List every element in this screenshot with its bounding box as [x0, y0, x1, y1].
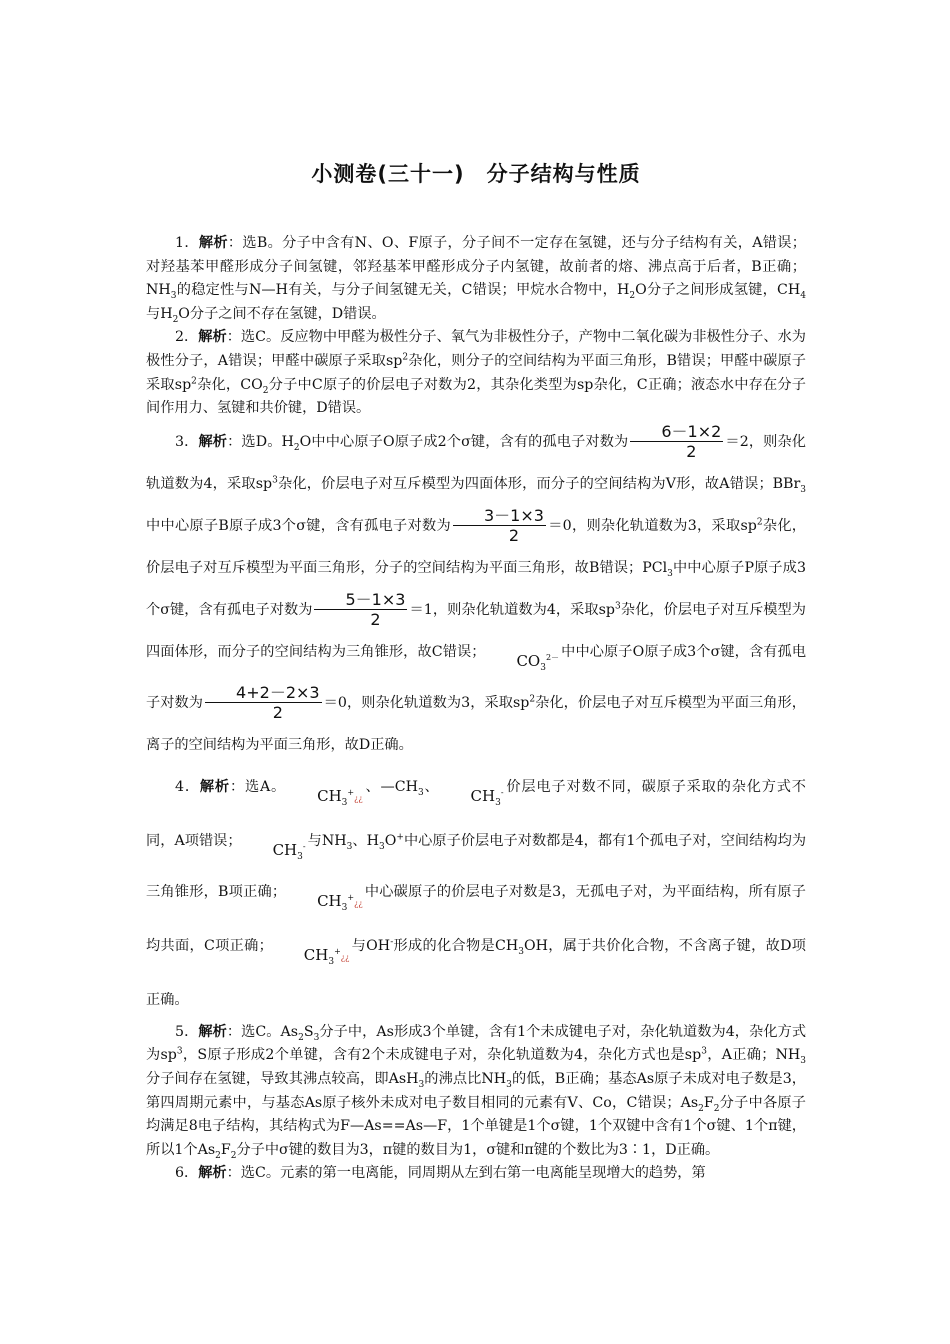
fraction: $\frac{3-1\times 3}{2}$ — [453, 507, 546, 545]
question-number: 6． — [175, 1165, 199, 1182]
question-number: 5． — [175, 1023, 199, 1040]
methyl-anion: $CH_3^-$ — [272, 840, 306, 862]
analysis-label: 解析 — [199, 778, 230, 795]
fraction: $\frac{6-1\times 2}{2}$ — [630, 423, 723, 461]
fraction: $\frac{5-1\times 3}{2}$ — [314, 591, 407, 629]
analysis-label: 解析 — [198, 1165, 227, 1182]
answer-6: 6．解析：选C。元素的第一电离能，同周期从左到右第一电离能呈现增大的趋势，第 — [175, 1165, 706, 1182]
carbonate-ion: $CO_3^{2-}$ — [516, 651, 560, 673]
answer-2: 2．解析：选C。反应物中甲醛为极性分子、氧气为非极性分子，产物中二氧化碳为非极性分子、水为极性分子，A错误；甲醛中碳原子采取$sp^2$杂化，则分子的空间结构为平面三角形，B错误；甲醛中碳原子采取$sp^2$杂化，$CO_2$分子中C原子的价层电子对数为2，其杂化类型为sp杂化，C正确；液态水中存在分子间作用力、氢键和共价键，D错误。 — [146, 329, 806, 417]
question-number: 1． — [175, 235, 199, 251]
analysis-label: 解析 — [198, 1023, 227, 1040]
document-page — [146, 150, 806, 1186]
page-title: 小测卷(三十一) 分子结构与性质 — [311, 162, 641, 186]
answer-3: 3．解析：选D。$H_2O$中中心原子O原子成2个σ键，含有的孤电子对数为 $\frac{6-1\times 2}{2}$ ＝2，则杂化轨道数为4，采取$sp^3$杂化，价层电子对互斥模型为四面体形，而分子的空间结构为V形，故A错误；BBr$_3$中中心原子B原子成3个σ键，含有孤电子对数为 $\frac{3-1\times 3}{2}$ ＝0，则杂化轨道数为3，采取$sp^2$杂化，价层电子对互斥模型为平面三角形，分子的空间结构为平面三角形，故B错误；PCl$_3$中中心原子P原子成3个σ键，含有孤电子对数为 $\frac{5-1\times 3}{2}$ ＝1，则杂化轨道数为4，采取$sp^3$杂化，价层电子对互斥模型为四面体形，而分子的空间结构为三角锥形，故C错误； $CO_3^{2-}$ 中中心原子O原子成3个σ键，含有孤电子对数为 $\frac{4+2-2\times 3}{2}$ ＝0，则杂化轨道数为3，采取$sp^2$杂化，价层电子对互斥模型为平面三角形，离子的空间结构为平面三角形，故D正确。 — [146, 421, 807, 753]
methyl-cation: $CH_3^+¿¿$ — [303, 945, 350, 967]
answer-5: 5．解析：选C。$As_2S_3$分子中，As形成3个单键，含有1个未成键电子对，杂化轨道数为4，杂化方式为$sp^3$，S原子形成2个单键，含有2个未成键电子对，杂化轨道数为4，杂化方式也是$sp^3$，A正确；$NH_3$分子间存在氢键，导致其沸点较高，即AsH$_3$的沸点比$NH_3$的低，B正确；基态As原子未成对电子数是3，第四周期元素中，与基态As原子核外未成对电子数目相同的元素有V、Co，C错误；$As_2F_2$分子中各原子均满足8电子结构，其结构式为F—As==As—F，1个单键是1个σ键，1个双键中含有1个σ键、1个π键，所以1个$As_2F_2$分子中σ键的数目为3，π键的数目为1，σ键和π键的个数比为3∶1，D正确。 — [146, 1023, 807, 1161]
question-number: 2． — [175, 329, 199, 346]
answer-4: 4．解析：选A。 $CH_3^+¿¿$、$—CH_3$、 $CH_3^-$ 价层电子对数不同，碳原子采取的杂化方式不同，A项错误； $CH_3^-$ 与$NH_3$、$H_3O^+$中心原子价层电子对数都是4，都有1个孤电子对，空间结构均为三角锥形，B项正确； $CH_3^+¿¿$中心碳原子的价层电子对数是3，无孤电子对，为平面结构，所有原子均共面，C项正确； $CH_3^+¿¿$与OH-形成的化合物是$CH_3OH$，属于共价化合物，不含离子键，故D项正确。 — [146, 766, 806, 1021]
analysis-label: 解析 — [198, 235, 228, 251]
question-number: 4． — [175, 778, 200, 795]
methyl-anion: $CH_3^-$ — [470, 786, 504, 808]
question-number: 3． — [175, 433, 199, 450]
answer-1: 1．解析：选B。分子中含有N、O、F原子，分子间不一定存在氢键，还与分子结构有关，A错误；对羟基苯甲醛形成分子间氢键，邻羟基苯甲醛形成分子内氢键，故前者的熔、沸点高于后者，B正确；$NH_3$的稳定性与N—H有关，与分子间氢键无关，C错误；甲烷水合物中，$H_2O$分子之间形成氢键，$CH_4$与$H_2O$分子之间不存在氢键，D错误。 — [146, 235, 806, 325]
methyl-cation: $CH_3^+¿¿$ — [317, 891, 363, 913]
analysis-label: 解析 — [198, 329, 227, 346]
fraction: $\frac{4+2-2\times 3}{2}$ — [205, 684, 322, 722]
methyl-cation: $CH_3^+¿¿$ — [317, 786, 363, 808]
analysis-label: 解析 — [198, 433, 228, 450]
